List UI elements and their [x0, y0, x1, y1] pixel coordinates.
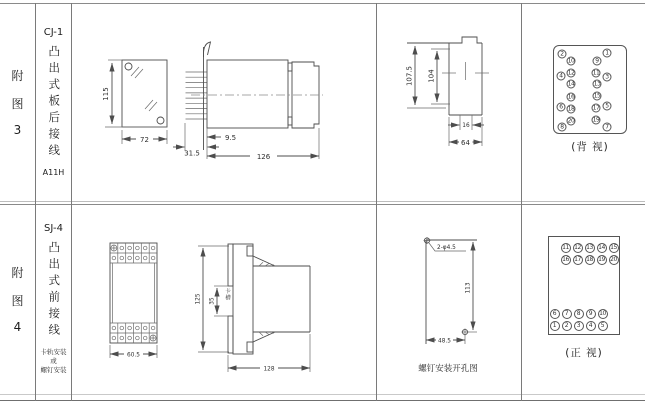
terminal-3: 3: [603, 73, 612, 82]
model-name-cj1: CJ-1: [43, 26, 64, 38]
code-label: A11H: [42, 168, 65, 178]
terminal-17: 17: [592, 104, 600, 112]
terminal-11: 11: [592, 69, 600, 77]
dim-107-5: 107.5: [405, 65, 414, 87]
terminal-11: 11: [562, 244, 569, 251]
wiring-type-label: 凸出式前接线: [47, 241, 62, 340]
dim-113: 113: [465, 282, 472, 294]
terminal-18: 18: [567, 105, 575, 113]
drill-dimensions: [426, 242, 477, 345]
sj4-front-view: [110, 243, 157, 359]
dim-128: 128: [263, 366, 275, 373]
dim-104: 104: [427, 69, 436, 83]
mounting-note: 卡轨安装 或 螺钉安装: [40, 348, 67, 374]
terminal-20: 20: [567, 117, 575, 125]
terminal-5: 5: [598, 321, 608, 331]
dim-16: 16: [462, 123, 470, 129]
fig3-char: 3: [13, 123, 22, 137]
dim-35: 35: [209, 297, 216, 305]
terminal-16: 16: [562, 256, 569, 263]
terminal-17: 17: [574, 256, 581, 263]
terminal-14: 14: [567, 80, 575, 88]
dim-115: 115: [102, 87, 110, 101]
cj1-case-profile-drawing: [376, 3, 521, 201]
drill-caption: 螺钉安装开孔图: [418, 364, 478, 374]
terminal-13: 13: [586, 244, 593, 251]
fig4-char: 图: [11, 294, 24, 308]
terminal-7: 7: [562, 309, 572, 319]
terminal-19: 19: [592, 116, 600, 124]
back-view-caption: (背 视): [571, 141, 609, 153]
terminal-6: 6: [550, 309, 560, 319]
sj4-outline-drawing: [71, 204, 376, 400]
terminal-9: 9: [586, 309, 596, 319]
terminal-9: 9: [593, 57, 602, 66]
drilling-diagram: [376, 204, 521, 400]
terminal-8: 8: [558, 123, 567, 132]
cj1-title-block: [36, 3, 71, 201]
fig3-char: 附: [11, 69, 24, 83]
fig4-char: 附: [11, 266, 24, 280]
terminal-13: 13: [593, 80, 601, 88]
figure-4-label: [0, 204, 35, 394]
terminal-15: 15: [610, 244, 617, 251]
slot-label: 卡槽: [224, 288, 230, 301]
dim-31-5: 31.5: [184, 149, 200, 158]
cj1-outline-drawing: [71, 3, 376, 201]
cj1-front-view: [102, 60, 167, 144]
dim-48-5: 48.5: [438, 338, 451, 345]
model-name-sj4: SJ-4: [44, 223, 63, 234]
dim-126: 126: [256, 153, 271, 161]
terminal-14: 14: [598, 244, 605, 251]
grid-line-bottom-2: [0, 400, 645, 401]
terminal-1: 1: [550, 321, 560, 331]
dim-60-5: 60.5: [127, 352, 140, 359]
terminal-4: 4: [586, 321, 596, 331]
terminal-8: 8: [574, 309, 584, 319]
fig4-char: 4: [13, 320, 22, 334]
dim-72: 72: [140, 136, 149, 144]
front-view-block: [548, 236, 620, 335]
terminal-3: 3: [574, 321, 584, 331]
terminal-4: 4: [557, 72, 566, 81]
terminal-2: 2: [558, 50, 567, 59]
terminal-16: 16: [567, 93, 575, 101]
sj4-title-block: [36, 204, 71, 394]
dim-125: 125: [195, 293, 202, 305]
terminal-19: 19: [598, 256, 605, 263]
terminal-15: 15: [593, 92, 601, 100]
dim-9-5: 9.5: [225, 134, 237, 142]
terminal-10: 10: [599, 310, 606, 317]
terminal-6: 6: [557, 103, 566, 112]
terminal-2: 2: [562, 321, 572, 331]
front-view-caption: (正 视): [565, 347, 603, 359]
terminal-12: 12: [567, 69, 575, 77]
terminal-12: 12: [574, 244, 581, 251]
figure-3-label: [0, 3, 35, 201]
cj1-case-dimensions: [406, 46, 485, 147]
cj1-side-view: [173, 42, 323, 161]
wiring-type-label: 凸出式板后接线: [47, 44, 62, 161]
terminal-1: 1: [603, 49, 612, 58]
sj4-side-view: [196, 244, 311, 373]
grid-line-v4: [521, 3, 522, 401]
fig3-char: 图: [11, 97, 24, 111]
terminal-10: 10: [567, 57, 575, 65]
hole-spec: 2-φ4.5: [437, 245, 456, 251]
terminal-18: 18: [586, 256, 593, 263]
back-view-block: [553, 45, 627, 134]
dim-64: 64: [461, 139, 470, 147]
terminal-5: 5: [603, 102, 612, 111]
terminal-20: 20: [610, 256, 617, 263]
terminal-7: 7: [603, 123, 612, 132]
grid-line-middle-1: [0, 201, 645, 202]
